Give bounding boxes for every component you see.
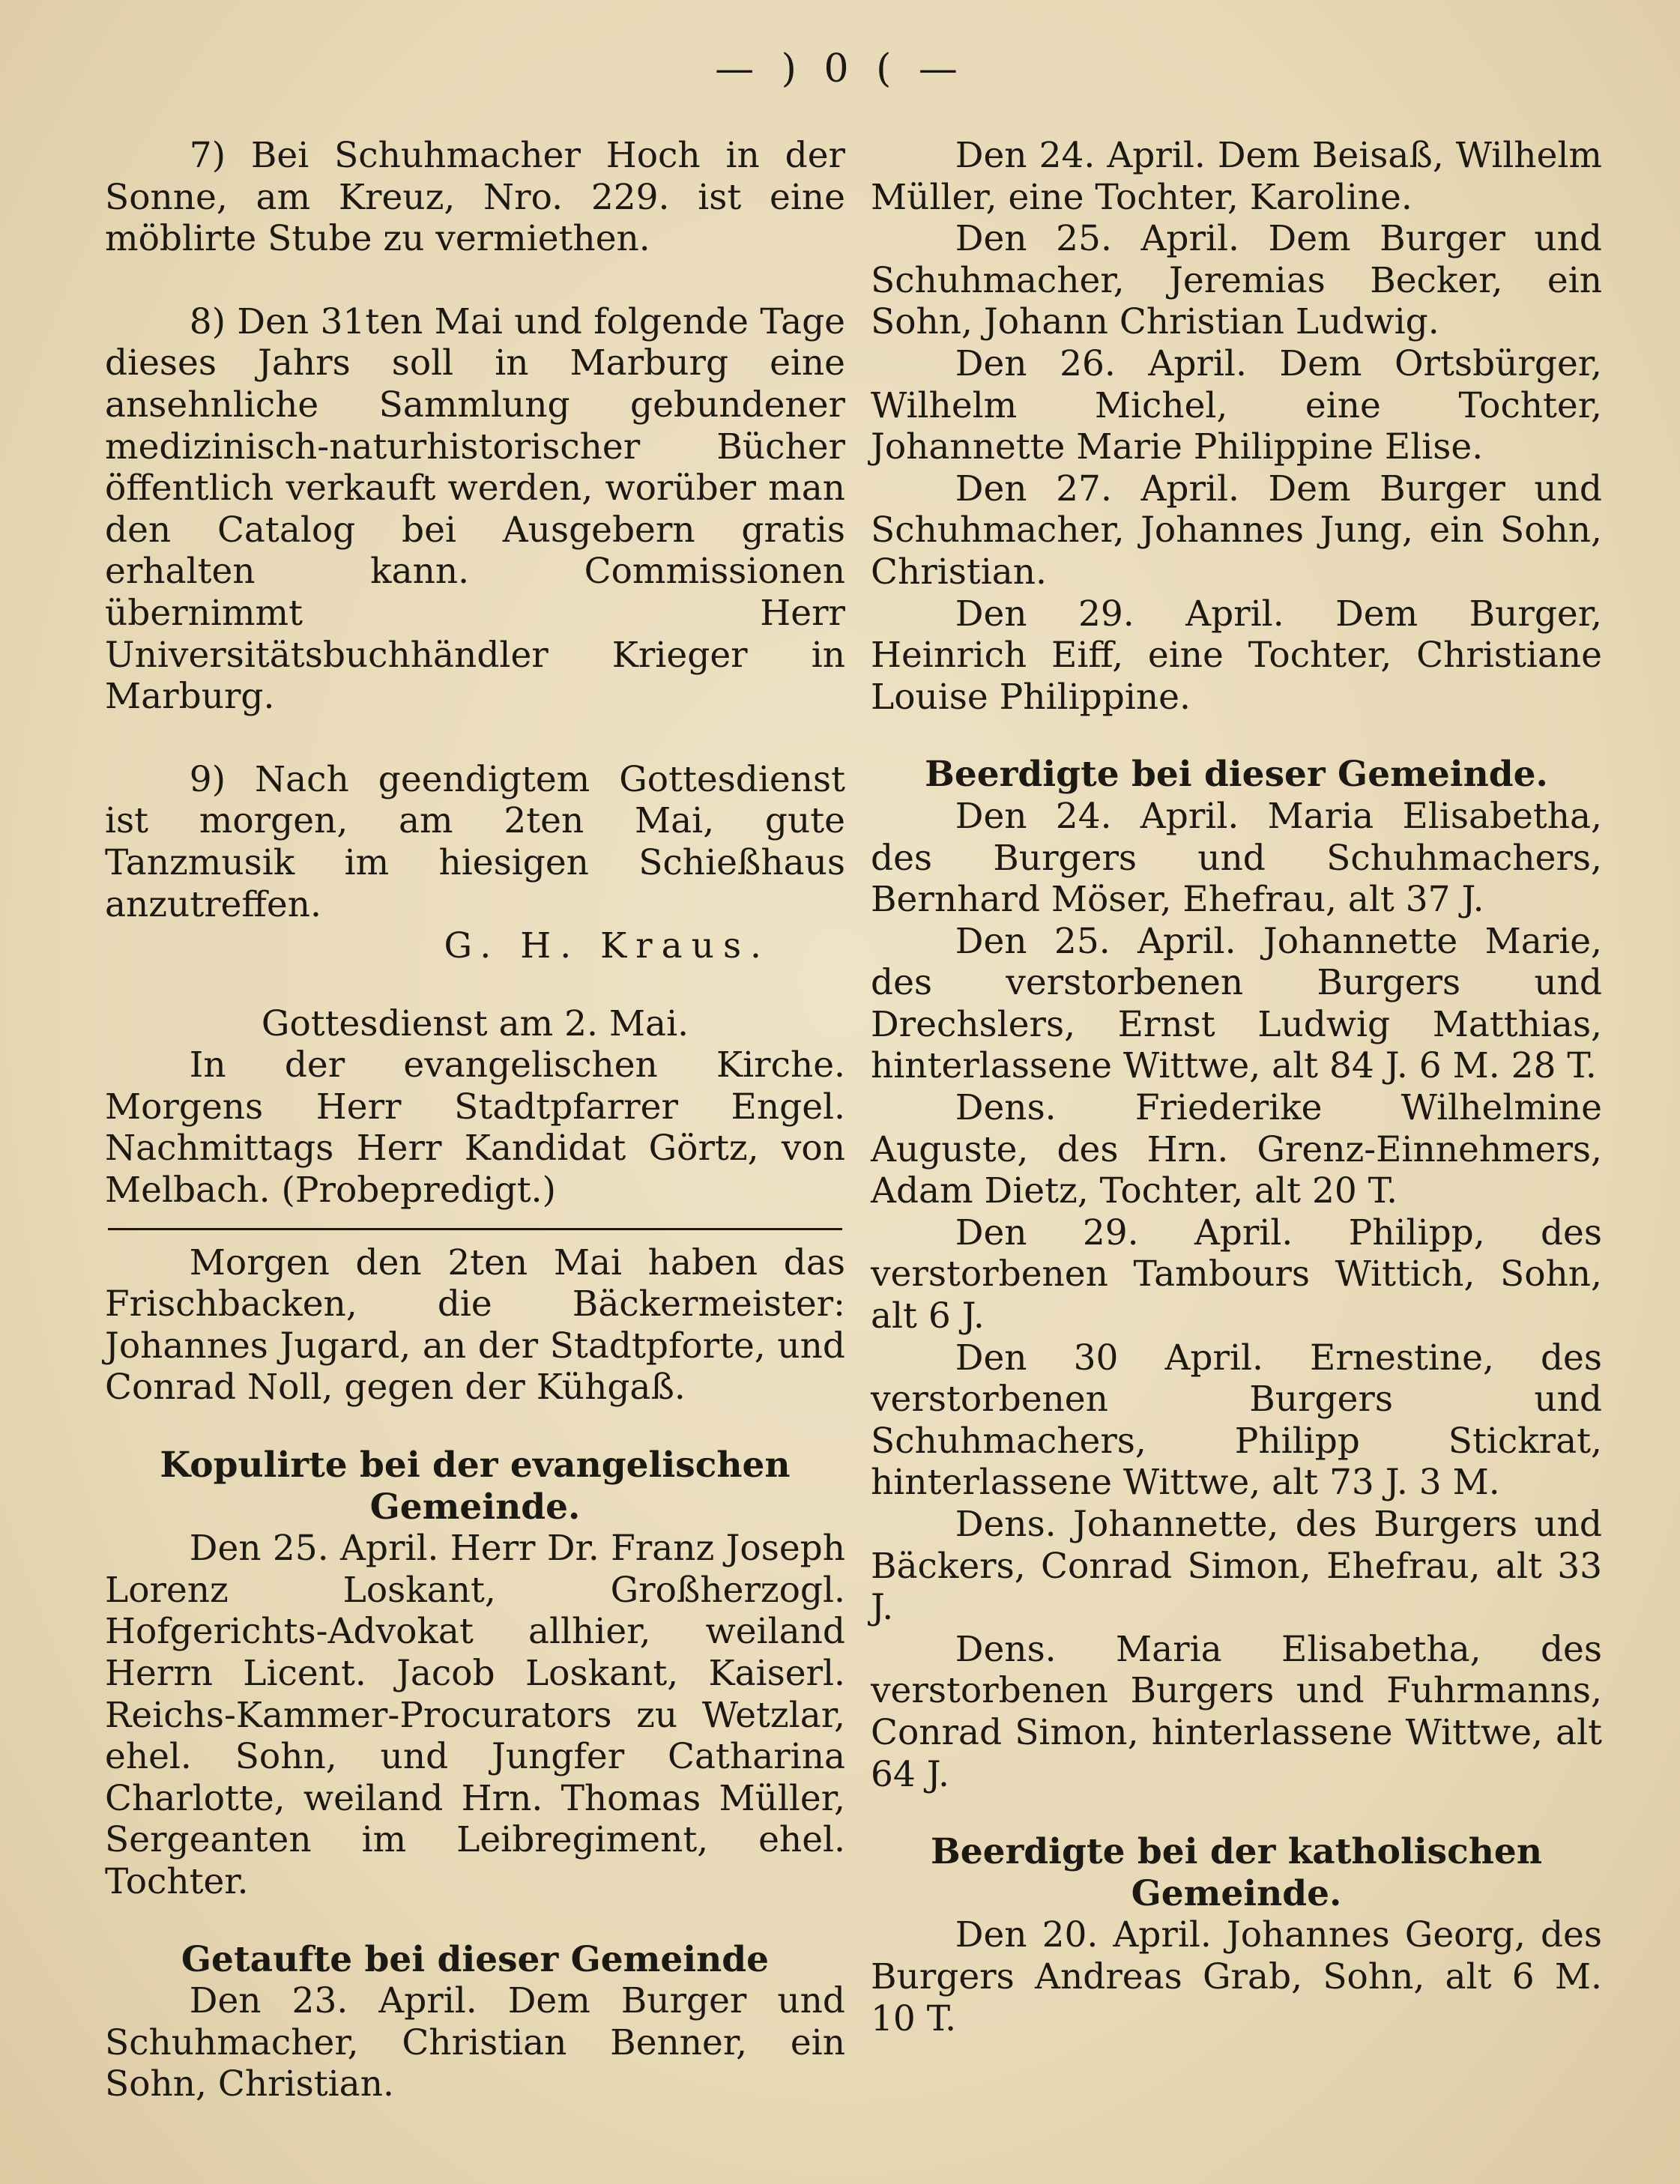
burials-heading: Beerdigte bei dieser Gemeinde. xyxy=(925,754,1548,796)
burial-entry: Den 30 April. Ernestine, des verstorbenen Burgers und Schuhmachers, Philipp Stickrat, hinterlassene Wittwe, alt 73 J. 3 M. xyxy=(871,1337,1602,1504)
baptism-entry: Den 23. April. Dem Burger und Schuhmacher, Christian Benner, ein Sohn, Christian. xyxy=(105,1980,845,2105)
baptism-entry: Den 24. April. Dem Beisaß, Wilhelm Müller, eine Tochter, Karoline. xyxy=(871,135,1602,218)
burial-entry: Dens. Maria Elisabetha, des verstorbenen Burgers und Fuhrmanns, Conrad Simon, hinterlassene Wittwe, alt 64 J. xyxy=(871,1628,1602,1795)
page-number-marker: — ) 0 ( — xyxy=(715,46,965,91)
burial-entry: Den 29. April. Philipp, des verstorbenen Tambours Wittich, Sohn, alt 6 J. xyxy=(871,1212,1602,1337)
signature: G. H. Kraus. xyxy=(444,925,770,967)
marriages-heading: Kopulirte bei der evangelischen Gemeinde. xyxy=(160,1445,791,1528)
notice-9: 9) Nach geendigtem Gottesdienst ist morgen, am 2ten Mai, gute Tanzmusik im hiesigen Schießhaus anzutreffen. xyxy=(105,758,845,925)
marriage-entry: Den 25. April. Herr Dr. Franz Joseph Lorenz Loskant, Großherzogl. Hofgerichts-Advokat allhier, weiland Herrn Licent. Jacob Loskant, Kaiserl. Reichs-Kammer-Procurators zu Wetzlar, ehel. Sohn, und Jungfer Catharina Charlotte, weiland Hrn. Thomas Müller, Sergeanten im Leibregiment, ehel. Tochter. xyxy=(105,1528,845,1902)
notice-7: 7) Bei Schuhmacher Hoch in der Sonne, am Kreuz, Nro. 229. ist eine möblirte Stube zu vermiethen. xyxy=(105,135,845,260)
catholic-burial-entry: Den 20. April. Johannes Georg, des Burgers Andreas Grab, Sohn, alt 6 M. 10 T. xyxy=(871,1914,1602,2039)
burial-entry: Den 24. April. Maria Elisabetha, des Burgers und Schuhmachers, Bernhard Möser, Ehefrau, alt 37 J. xyxy=(871,795,1602,921)
divider-rule xyxy=(108,1228,842,1230)
notice-8: 8) Den 31ten Mai und folgende Tage dieses Jahrs soll in Marburg eine ansehnliche Sammlung gebundener medizinisch-naturhistorischer Bücher öffentlich verkauft werden, worüber man den Catalog bei Ausgebern gratis erhalten kann. Commissionen übernimmt Herr Universitätsbuchhändler Krieger in Marburg. xyxy=(105,300,845,718)
bakers-notice: Morgen den 2ten Mai haben das Frischbacken, die Bäckermeister: Johannes Jugard, an der Stadtpforte, und Conrad Noll, gegen der Kühgaß. xyxy=(105,1241,845,1409)
left-column xyxy=(105,135,845,2105)
catholic-burials-heading: Beerdigte bei der katholischen Gemeinde. xyxy=(930,1831,1542,1914)
baptisms-heading: Getaufte bei dieser Gemeinde xyxy=(181,1938,770,1980)
baptism-entry: Den 27. April. Dem Burger und Schuhmacher, Johannes Jung, ein Sohn, Christian. xyxy=(871,468,1602,593)
baptism-entry: Den 29. April. Dem Burger, Heinrich Eiff, eine Tochter, Christiane Louise Philippine. xyxy=(871,593,1602,718)
burial-entry: Den 25. April. Johannette Marie, des verstorbenen Burgers und Drechslers, Ernst Ludwig Matthias, hinterlassene Wittwe, alt 84 J. 6 M. 28 T. xyxy=(871,920,1602,1087)
baptism-entry: Den 26. April. Dem Ortsbürger, Wilhelm Michel, eine Tochter, Johannette Marie Philippine Elise. xyxy=(871,342,1602,468)
right-column xyxy=(871,135,1602,2039)
service-text: In der evangelischen Kirche. Morgens Herr Stadtpfarrer Engel. Nachmittags Herr Kandidat Görtz, von Melbach. (Probepredigt.) xyxy=(105,1044,845,1212)
burial-entry: Dens. Johannette, des Burgers und Bäckers, Conrad Simon, Ehefrau, alt 33 J. xyxy=(871,1504,1602,1629)
burial-entry: Dens. Friederike Wilhelmine Auguste, des Hrn. Grenz-Einnehmers, Adam Dietz, Tochter, alt 20 T. xyxy=(871,1087,1602,1212)
service-heading: Gottesdienst am 2. Mai. xyxy=(261,1002,689,1044)
baptism-entry: Den 25. April. Dem Burger und Schuhmacher, Jeremias Becker, ein Sohn, Johann Christian Ludwig. xyxy=(871,218,1602,343)
